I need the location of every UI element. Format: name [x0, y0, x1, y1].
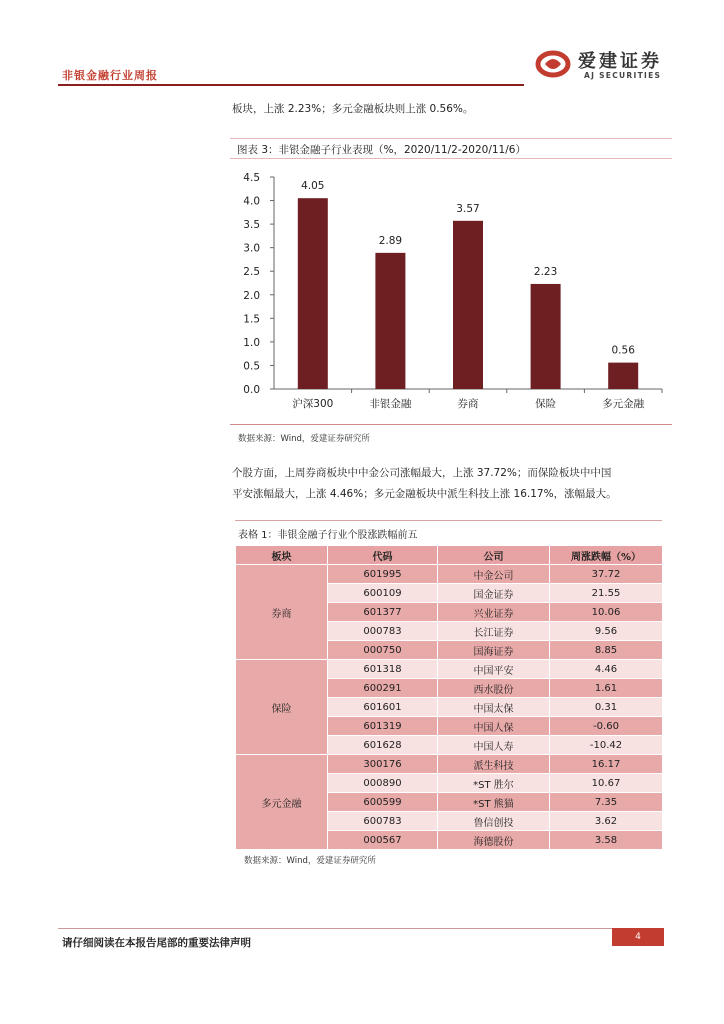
code-cell: 601377 [328, 603, 438, 622]
table-row [236, 660, 663, 679]
company-cell: 中金公司 [438, 565, 550, 584]
y-tick-label: 0.0 [243, 384, 260, 396]
bar [531, 284, 561, 389]
bar-value-label: 4.05 [301, 180, 325, 193]
x-category-label: 券商 [457, 398, 479, 410]
sector-cell: 保险 [236, 660, 328, 755]
change-cell: 0.31 [550, 698, 663, 717]
change-cell: 21.55 [550, 584, 663, 603]
company-cell: 中国人寿 [438, 736, 550, 755]
code-cell: 601601 [328, 698, 438, 717]
company-cell: 中国太保 [438, 698, 550, 717]
chart-bottom-divider [230, 424, 672, 425]
code-cell: 000783 [328, 622, 438, 641]
table-header-row [236, 546, 663, 565]
code-cell: 300176 [328, 755, 438, 774]
y-tick-label: 4.0 [243, 195, 260, 208]
company-cell: *ST 胜尔 [438, 774, 550, 793]
y-tick-label: 1.5 [243, 313, 260, 326]
chart-title: 图表 3：非银金融子行业表现（%，2020/11/2-2020/11/6） [237, 144, 526, 156]
change-cell: 1.61 [550, 679, 663, 698]
header-weekly-change: 周涨跌幅（%） [550, 546, 663, 565]
y-tick-label: 2.0 [243, 289, 260, 302]
company-cell: *ST 熊猫 [438, 793, 550, 812]
code-cell: 000890 [328, 774, 438, 793]
change-cell: -0.60 [550, 717, 663, 736]
brand-name-en: AJ SECURITIES [584, 71, 662, 80]
change-cell: 8.85 [550, 641, 663, 660]
y-tick-label: 3.0 [243, 242, 260, 255]
y-tick-label: 3.5 [243, 219, 260, 232]
change-cell: 4.46 [550, 660, 663, 679]
change-cell: 3.62 [550, 812, 663, 831]
change-cell: -10.42 [550, 736, 663, 755]
stock-table-section [235, 520, 662, 866]
company-cell: 长江证券 [438, 622, 550, 641]
y-tick-label: 2.5 [243, 266, 260, 279]
x-category-label: 沪深300 [292, 398, 334, 410]
code-cell: 601628 [328, 736, 438, 755]
header-company: 公司 [438, 546, 550, 565]
x-category-label: 多元金融 [602, 398, 645, 410]
bar-value-label: 0.56 [611, 344, 635, 357]
company-cell: 派生科技 [438, 755, 550, 774]
table-source: 数据来源：Wind，爱建证券研究所 [244, 856, 376, 866]
bar [375, 253, 405, 389]
company-cell: 国金证券 [438, 584, 550, 603]
body-paragraph-line-2: 平安涨幅最大，上涨 4.46%；多元金融板块中派生科技上涨 16.17%，涨幅最大。 [232, 488, 617, 500]
stock-performance-table [235, 545, 663, 850]
footer-divider [58, 928, 664, 929]
table-row [236, 565, 663, 584]
code-cell: 601318 [328, 660, 438, 679]
code-cell: 000750 [328, 641, 438, 660]
company-cell: 兴业证券 [438, 603, 550, 622]
company-cell: 海德股份 [438, 831, 550, 850]
bar-value-label: 2.23 [533, 265, 558, 278]
company-cell: 中国人保 [438, 717, 550, 736]
code-cell: 000567 [328, 831, 438, 850]
bar [608, 363, 638, 389]
body-paragraph-line-1: 个股方面，上周券商板块中中金公司涨幅最大，上涨 37.72%；而保险板块中中国 [232, 467, 612, 479]
change-cell: 7.35 [550, 793, 663, 812]
intro-paragraph: 板块，上涨 2.23%；多元金融板块则上涨 0.56%。 [232, 103, 474, 115]
change-cell: 37.72 [550, 565, 663, 584]
page-number: 4 [612, 928, 664, 946]
bar [298, 198, 328, 389]
code-cell: 600109 [328, 584, 438, 603]
company-cell: 国海证券 [438, 641, 550, 660]
x-category-label: 非银金融 [369, 398, 412, 410]
change-cell: 16.17 [550, 755, 663, 774]
header-code: 代码 [328, 546, 438, 565]
bar-value-label: 2.89 [378, 234, 403, 247]
company-cell: 西水股份 [438, 679, 550, 698]
table-row [236, 755, 663, 774]
footer-disclaimer: 请仔细阅读在本报告尾部的重要法律声明 [62, 937, 251, 949]
code-cell: 601319 [328, 717, 438, 736]
company-cell: 鲁信创投 [438, 812, 550, 831]
table-caption: 表格 1：非银金融子行业个股涨跌幅前五 [235, 520, 662, 545]
company-cell: 中国平安 [438, 660, 550, 679]
header-sector: 板块 [236, 546, 328, 565]
chart-source: 数据来源：Wind，爱建证券研究所 [238, 434, 370, 444]
change-cell: 3.58 [550, 831, 663, 850]
change-cell: 10.67 [550, 774, 663, 793]
report-title: 非银金融行业周报 [62, 69, 158, 82]
sector-performance-chart [230, 160, 672, 422]
sector-cell: 券商 [236, 565, 328, 660]
y-tick-label: 1.0 [243, 336, 260, 349]
code-cell: 600291 [328, 679, 438, 698]
code-cell: 600599 [328, 793, 438, 812]
change-cell: 9.56 [550, 622, 663, 641]
bar-value-label: 3.57 [456, 202, 480, 215]
y-tick-label: 0.5 [243, 360, 260, 373]
header-divider [58, 84, 524, 86]
y-tick-label: 4.5 [243, 172, 260, 184]
code-cell: 601995 [328, 565, 438, 584]
brand-name-cn: 爱建证券 [578, 51, 662, 72]
bar [453, 221, 483, 389]
x-category-label: 保险 [535, 398, 557, 410]
sector-cell: 多元金融 [236, 755, 328, 850]
code-cell: 600783 [328, 812, 438, 831]
change-cell: 10.06 [550, 603, 663, 622]
